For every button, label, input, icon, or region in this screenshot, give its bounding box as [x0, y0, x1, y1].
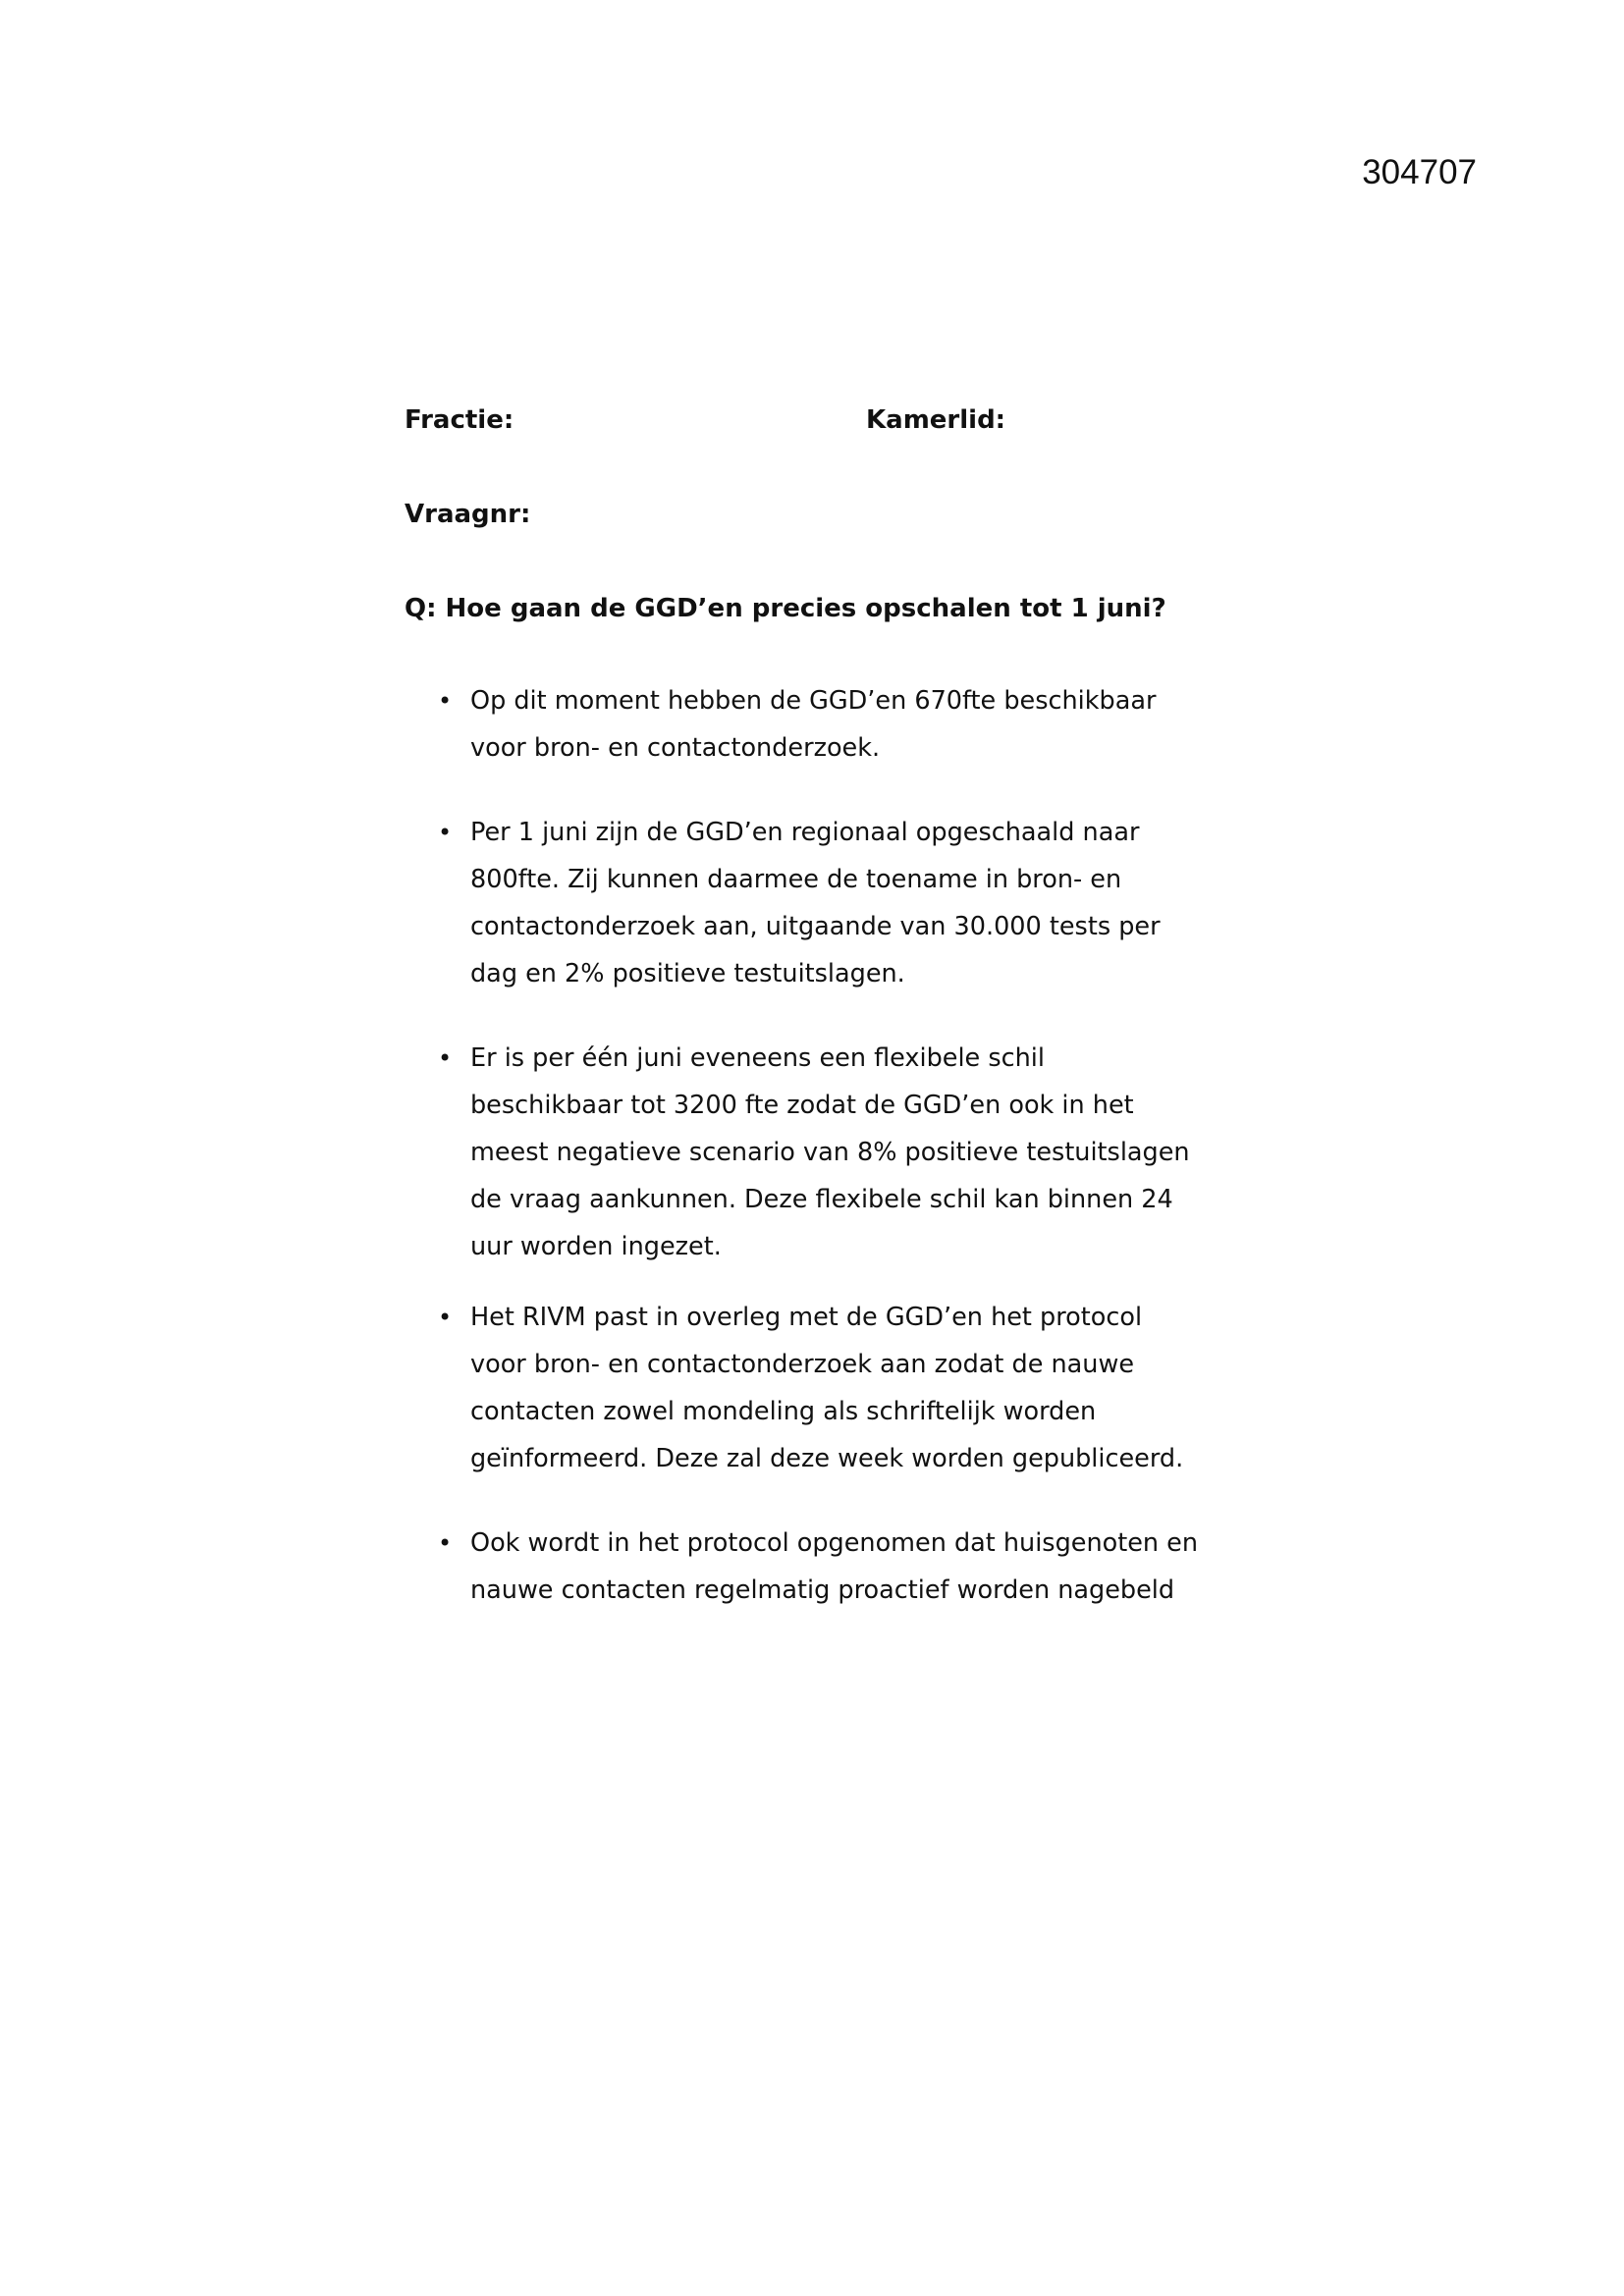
answer-text: Het RIVM past in overleg met de GGD’en het protocol voor bron- en contactonderzoek aan zodat de nauwe contacten zowel mondeling als schriftelijk worden geïnformeerd. Deze zal deze week worden gepubliceerd. [470, 1303, 1184, 1473]
answer-bullet [405, 1294, 1202, 1482]
bullet-icon: • [438, 1304, 453, 1331]
answer-bullet [405, 1035, 1202, 1270]
answer-bullet [405, 1520, 1202, 1614]
answer-bullet [405, 677, 1202, 772]
answer-list [405, 677, 1269, 1614]
header-fields [405, 400, 1269, 440]
kamerlid-label: Kamerlid: [866, 405, 1006, 435]
bullet-icon: • [438, 1044, 453, 1072]
answer-text: Ook wordt in het protocol opgenomen dat huisgenoten en nauwe contacten regelmatig proactief worden nagebeld [470, 1528, 1199, 1605]
answer-text: Op dit moment hebben de GGD’en 670fte beschikbaar voor bron- en contactonderzoek. [470, 686, 1157, 763]
answer-bullet [405, 809, 1202, 997]
bullet-icon: • [438, 819, 453, 846]
answer-text: Er is per één juni eveneens een flexibele schil beschikbaar tot 3200 fte zodat de GGD’en ook in het meest negatieve scenario van 8% positieve testuitslagen de vraag aankunnen. Deze flexibele schil kan binnen 24 uur worden ingezet. [470, 1043, 1190, 1261]
vraagnr-label: Vraagnr: [405, 500, 531, 529]
fractie-label: Fractie: [405, 405, 514, 435]
question-heading: Q: Hoe gaan de GGD’en precies opschalen tot 1 juni? [405, 594, 1166, 623]
bullet-icon: • [438, 687, 453, 715]
document-number: 304707 [1362, 153, 1477, 191]
document-body [405, 400, 1269, 1651]
answer-text: Per 1 juni zijn de GGD’en regionaal opgeschaald naar 800fte. Zij kunnen daarmee de toename in bron- en contactonderzoek aan, uitgaande van 30.000 tests per dag en 2% positieve testuitslagen. [470, 818, 1161, 988]
bullet-icon: • [438, 1529, 453, 1557]
